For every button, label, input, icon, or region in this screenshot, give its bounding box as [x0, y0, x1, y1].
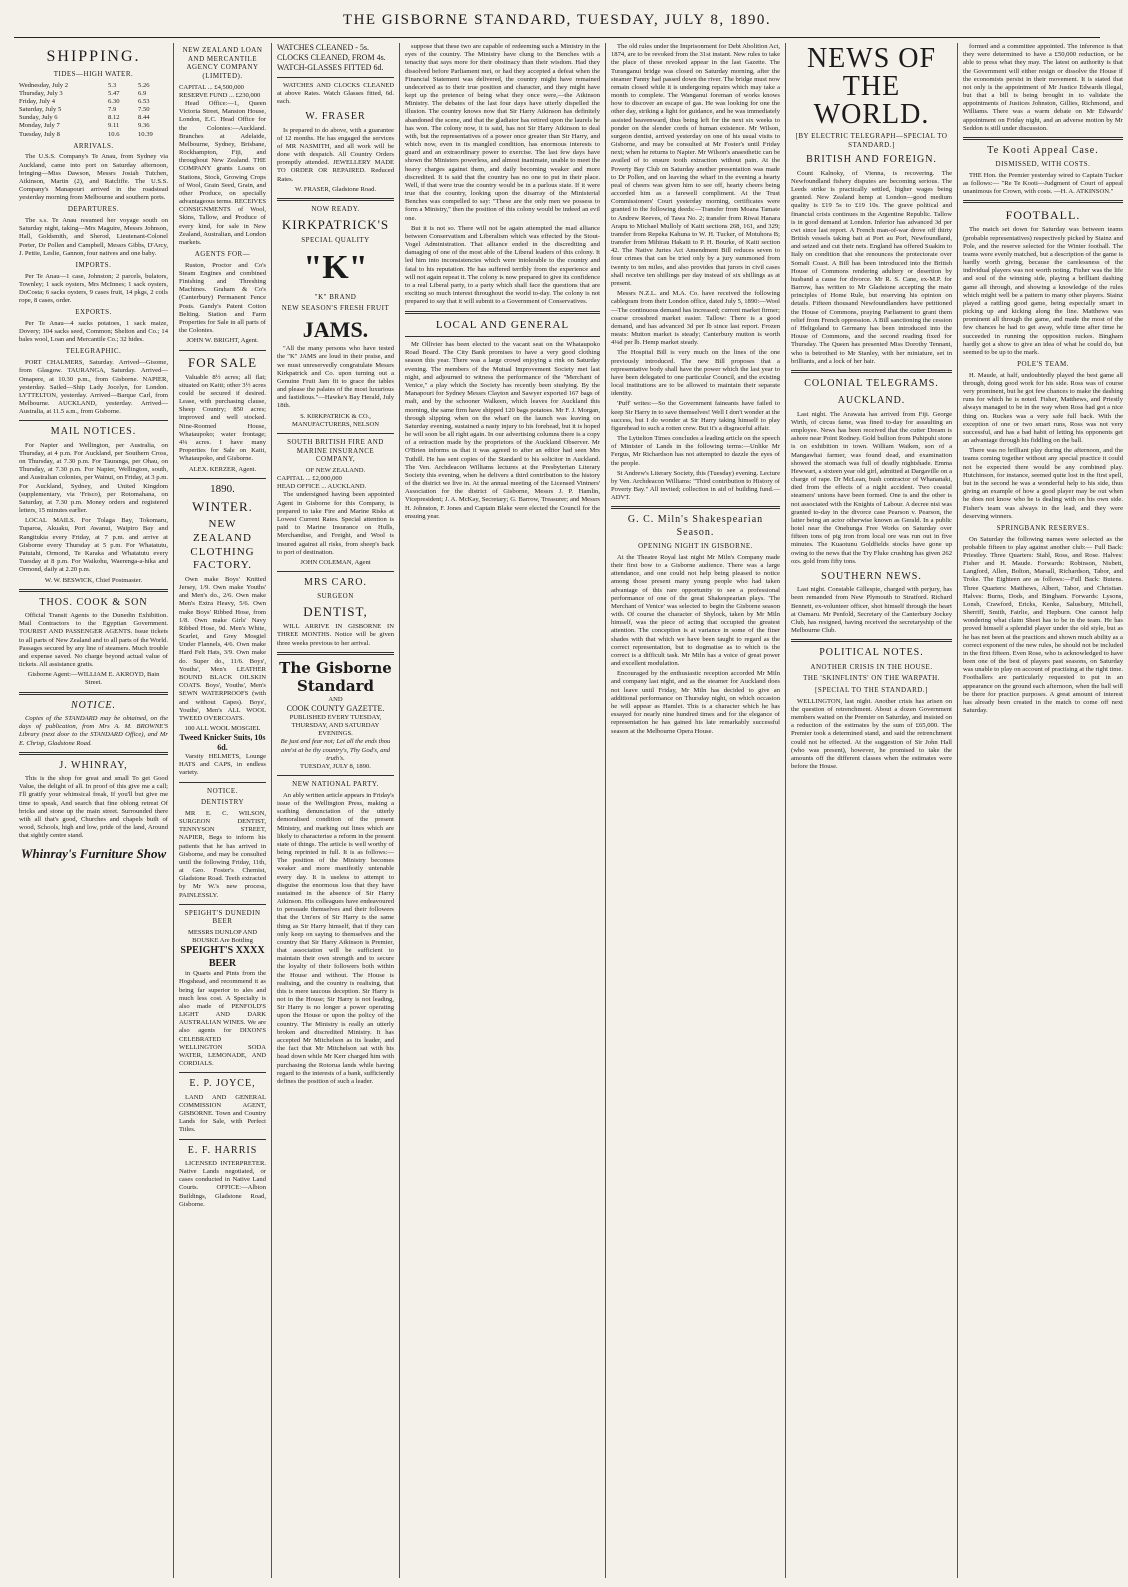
kirkpatrick-jams: JAMS. — [302, 316, 369, 342]
now-ready: NOW READY. — [311, 205, 360, 213]
paper-subtitle: COOK COUNTY GAZETTE. — [286, 704, 385, 714]
sbm-of: OF NEW ZEALAND. — [305, 466, 366, 474]
local-mails-text: LOCAL MAILS. For Tolaga Bay, Tokomaru, Tuparoa, Akuaku, Port Awanui, Waipiro Bay and Rangitukia every Friday, at 7 p.m. and arrive at Gisborne every Thursday at 5 p.m. For Whatatutu, Patutahi, Ormond, Te Karaka and Whatatutu every Tuesday at 8 p.m. For Waikohu, Waerenga-a-hika and Ormond, daily at 2.20 p.m. — [19, 517, 168, 574]
tide-pm: 9.36 — [138, 122, 150, 130]
political-continued: formed and a committee appointed. The inference is that they were determined to have a £50,000 reduction, or be able to press what they may. The latest on authority is that the Government will either resign or dissolve the House if the economists persist in their movement. It is stated that not only is the appointment of Mr Justice Edwards illegal, but that a bill is being brought in to validate the appointments of Justices Johnston, Gillies, Richmond, and Williams. There was a warm debate on Mr Edwards' appointment on Friday night, and an adverse motion by Mr Seddon is still under discussion. — [963, 43, 1123, 132]
mail-text: For Napier and Wellington, per Australia, on Thursday, at 4 p.m. For Auckland, per Southern Cross, on Thursday, at 7.30 p.m. For Tauranga, per Ohau, on Thursday, at 7.30 p.m. For Napier, Wellington, south, and Australian colonies, per Wainui, on Friday, at 3 p.m. For Auckland, Sydney, and United Kingdom (supplementary, via 'Frisco), per Rotomahana, on Saturday, at 7.30 p.m. Money orders and registered letters, 15 minutes earlier. — [19, 441, 168, 515]
political-sub-2: THE 'SKINFLINTS' ON THE WARPATH. — [803, 674, 940, 683]
speight-title: SPEIGHT'S DUNEDIN BEER — [184, 908, 261, 926]
southern-news-title: SOUTHERN NEWS. — [821, 570, 922, 582]
te-kooti-title: Te Kooti Appeal Case. — [987, 144, 1099, 156]
winter-title: WINTER. — [192, 499, 253, 515]
poles-team-text: H. Maude, at half, undoubtedly played the best game all through, doing good work for his side. Ross was of course very prominent, but he got few chances to make the dashing runs for which he is noted. Fisher, Matthews, and Priestly always managed to be in the way when Ross had got a nice thing on. Ruckes was a very safe full back. With the exception of one or two smart runs, Ross was not very successful, and has a bad habit of letting his opponents get an advantage through his fiddling on the ball. — [963, 371, 1123, 445]
divider — [277, 775, 394, 776]
tide-day: Tuesday, July 8 — [19, 130, 60, 138]
tide-pm: 5.26 — [138, 81, 150, 89]
news-of-world-title: NEWS OF THE WORLD. — [806, 43, 937, 130]
column-5 — [606, 43, 786, 1578]
divider — [19, 420, 168, 421]
milns-title: G. C. Miln's Shakespearian Season. — [627, 514, 764, 538]
lyttelton-times: The Lyttelton Times concludes a leading article on the speech of Minister of Lands in the following terms:—Unlike Mr Fergus, Mr Richardson has not attempted to dazzle the eyes of the people. — [611, 435, 780, 467]
column-4 — [400, 43, 606, 1578]
milns-subtitle: OPENING NIGHT IN GISBORNE. — [638, 542, 753, 551]
divider — [277, 652, 394, 655]
imports-title: IMPORTS. — [75, 260, 112, 269]
paper-title: The Gisborne Standard — [279, 658, 392, 696]
divider — [277, 571, 394, 572]
column-7 — [958, 43, 1128, 1578]
spectators-text: There was no brilliant play during the afternoon, and the teams coming together without any special practice it could not be expected there would be any combined play. Hutchinson, for instance, seemed quite lost in the first spell, but in the second he was a wonderful help to his side, thus giving an example of how a good player may be out when he does not know who he is dealing with on his own side. Fisher's team was always in the lead, and they were deserving winners. — [963, 447, 1123, 520]
british-foreign-title: BRITISH AND FOREIGN. — [806, 154, 937, 166]
hats-text: Varsity HELMETS, Lounge HATS and CAPS, in endless variety. — [179, 753, 266, 777]
whinray-footer: Whinray's Furniture Show — [20, 846, 167, 862]
cook-agent: Gisborne Agent:—WILLIAM E. AKROYD, Bain Street. — [27, 671, 160, 687]
telegraphic-title: TELEGRAPHIC. — [65, 347, 122, 356]
football-text: The match set down for Saturday was between teams (probable representatives) respectively picked by Stainz and Pole, and the reserve selected for the Winter football. The teams were evenly matched, but a description of the game is hardly worth giving, because the carelessness of the individual players was not worth noting. Fisher was the life and soul of the winning side, playing a brilliant dashing game all through, and showing a knowledge of the rules which might well be a pattern to many other players. Stainz played a rattling good game, being especially smart in picking up and kicking along the line. Matthews was prominent all through the game, and made the most of the few chances he had to get away, while time after time he succeeded in running the opposition ruckes. Bingham hardly got a show to give an idea of what he could do, but seemed to be up to the mark. — [963, 226, 1123, 356]
watches-line-2: CLOCKS CLEANED, FROM 4s. — [277, 52, 386, 62]
kirkpatrick-title: KIRKPATRICK'S — [281, 216, 390, 232]
political-text: WELLINGTON, last night. Another crisis has arisen on the question of retrenchment. About a dozen Government members waited on the Premier on Saturday, and insisted on a reduction of the estimates by the sum of £65,000. The Premier took a determined stand, and said the retrenchment could not be effected. At the suggestion of Sir John Hall (who was present), however, he promised to take the amounts off the different classes when the estimates were before the House. — [791, 697, 952, 771]
ministry-text: An ably written article appears in Friday's issue of the Wellington Press, making a scathing denunciation of the utterly demoralised condition of the present Ministry, and marking out lines which are likely to characterise a reform in the present state of things. The article is well worthy of being reprinted in full. It is as follows:—The position of the Ministry becomes weaker and more manifestly untenable every day. It is useless to attempt to disguise the enormous loss that they have sustained in the absence of Sir Harry Atkinson. His colleagues have endeavoured to persuade themselves and their followers that the Um'ers of Sir Harry is the same thing as Sir Harry himself, that if they can only keep on saying to themselves and the country that Sir Harry Atkinson is Premier, that association will be sufficient to maintain their own strength and to secure the loyalty of their followers both within the House and without. The House is realising, and the country is realising, that this is mere taucous deception. Sir Harry is not in the House; Sir Harry is not leading, Sir Harry is no longer a power operating upon the House or upon the policy of the country. The Ministry is really an utterly broken and discredited Ministry. It has accepted Mr Mitchelson as its leader, and the fact that Mr Mitchelson sat with his head down while Mr Kerr charged him with purchasing the Rotorua lands while having regard to the interests of a bank, sufficiently defines the position of such a leader. — [277, 791, 394, 1085]
auckland-title: AUCKLAND. — [837, 395, 906, 407]
notice-text: Copies of the STANDARD may be obtained, on the days of publication, from Mrs A. M. BROWNE'S Library (next door to the STANDARD Office), and Mr E. Chrisp, Gladstone Road. — [19, 715, 168, 747]
news-of-world-sub: [BY ELECTRIC TELEGRAPH—SPECIAL TO STANDARD.] — [795, 132, 948, 149]
divider — [405, 336, 600, 337]
departures-title: DEPARTURES. — [67, 205, 120, 214]
ministry-title: NEW NATIONAL PARTY. — [292, 780, 379, 789]
speight-text: in Quarts and Pints from the Hogshead, and recommend it as being far superior to ales and much less cost. A Specialty is also made of PENFOLD'S LIGHT AND DARK AUSTRALIAN WINES. We are also agents for DIXON'S CELEBRATED WELLINGTON SODA WATER, LEMONADE, AND CORDIALS. — [179, 970, 266, 1068]
caro-dentist: DENTIST, — [303, 604, 368, 620]
sbm-title: SOUTH BRITISH FIRE AND MARINE INSURANCE COMPANY, — [287, 437, 384, 464]
kirkpatrick-brand: "K" BRAND — [314, 292, 357, 301]
divider — [179, 904, 266, 905]
puff-letter: 'Puff' writes:—So the Government faineants have failed to keep Sir Harry in to save themselves! Well I don't wonder at the success, but I do wonder at Sir Harry taking himself to play figurehead to such a rotten crew. But it's a disgraceful affair. — [611, 400, 780, 432]
tides-table — [19, 82, 168, 139]
columns — [14, 43, 1123, 1578]
divider — [405, 311, 600, 314]
tide-day: Saturday, July 5 — [19, 106, 62, 114]
harris-title: E. F. HARRIS — [187, 1144, 258, 1156]
watches-line-1: WATCHES CLEANED - 5s. — [277, 43, 369, 52]
political-special: [SPECIAL TO THE STANDARD.] — [815, 686, 928, 695]
exports-text: Per Te Anau—4 sacks potatoes, 1 sack maize, Dovery; 104 sacks seed, Common; Shelton and Co.; 14 bales wool, Loan and Mercantile Co.; 32 hides. — [19, 319, 168, 344]
exports-title: EXPORTS. — [75, 308, 112, 317]
fraser-text: Is prepared to do above, with a guarantee of 12 months. He has engaged the services of MR NASMITH, and all work will be done with despatch. All Country Orders promptly attended. JEWELLERY MADE TO ORDER OR REPAIRED. Reduced Rates. — [277, 126, 394, 183]
divider — [179, 1139, 266, 1140]
te-kooti-sub: DISMISSED, WITH COSTS. — [995, 160, 1091, 169]
joyce-text: LAND AND GENERAL COMMISSION AGENT, GISBORNE. Town and Country Lands for Sale, with Perfect Titles. — [179, 1093, 266, 1134]
winter-year: 1890. — [210, 482, 235, 495]
paper-motto: Be just and fear not; Let all the ends thou aim'st at be thy country's, Thy God's, and truth's. — [280, 738, 391, 762]
whinray-text: This is the shop for great and small To get Good Value, the delight of all. In proof of this give me a call; I'll gratify your whimsical freak, If you'll but give me time to speak, And search that fine oblong retreat Of bricks and stone up the main street. Surrounded there with all that's good, Churches and chapels built of wood, Schools, high and low, pride of the land, Around that sightly centre stand. — [19, 775, 168, 840]
tweed-suits: Tweed Knicker Suits, 10s 6d. — [179, 733, 266, 753]
watches-body: WATCHES AND CLOCKS CLEANED at above Rates. Watch Glasses fitted, 6d. each. — [277, 81, 394, 106]
kerzer-signature: ALEX. KERZER, Agent. — [188, 465, 257, 473]
divider — [179, 782, 266, 783]
divider — [19, 589, 168, 592]
agents-title: AGENTS FOR— — [194, 250, 251, 259]
selected-text: On Saturday the following names were selected as the probable fifteen to play against another club:— Full Back: Priestley. Three Quarters: Stahl, Ross, and Rose. Halves: Fisher and H. Maude. Forwards: Robinson, Nisbett, Langford, Allen, Bolton, Marsall, Richardson, Tabor, and Troke. The Eighteen are as follows:—Full Back: Butens. Three Quarters: Matthews, Albert, Tabor, and Christian. Halves: Burns, Dods, and Bingham. Forwards: Lysons, Lonsh, Crawford, Ericks, Kenke, Salusbury, Mitchell, Sherriff, Smith, Fairlie, and Hepburn. One cannot help wondering what claim Sheet has to be in the team. He has proved himself a splendid player under the old style, but as he has not been at the practices and shown much ability as a correct exponent of the new rules, he should not be included in the first fifteen. Even Rose, who is acknowledged to have been one of the best of players past seasons, on Saturday was unable to play on account of practising at the right time. Footballers are particularly requested to put in an appearance on the ground each afternoon, when the ball will be there for practice purposes. A great amount of interest has already been created in the match to come off next Saturday. — [963, 535, 1123, 715]
paper-date: TUESDAY, JULY 8, 1890. — [300, 763, 371, 770]
divider — [963, 200, 1123, 203]
british-foreign-text: Count Kalnoky, of Vienna, is recovering. The Newfoundland fishery disputes are becoming serious. The Leeds strike is practically settled, higher wages being granted. New Zealand hemp at London—good medium quality is £19 5s to £19 10s. The grave political and financial crisis continues in the Argentine Republic. Tallow is in good demand at London. Inferior has advanced 3d per cwt since last report. A French man-of-war drove off thirty British vessels taking bait at Port au Port, Newfoundland, and seized and cut their nets. England has offered Suakim to Italy on condition that she renounces the protectorate over Somali Coast. A Bill has been introduced into the British House of Commons rendering adultery or desertion by husband a cause for divorce. Mr R. S. Cane, ex-M.P. for Barrow, has written to Mr Gladstone accepting the main principles of Home Rule, but reserving his opinion on details. Fifteen thousand Newfoundlanders have petitioned the House of Commons, praying Parliament to grant them relief from French oppression. A Bill sanctioning the cession of Heligoland to Germany has been introduced into the House of Commons, and the second reading fixed for Thursday. The Queen has presented Miss Dorothy Tennant, who is betrothed to Mr Stanley, with her miniature, set in brilliants, and a lock of her hair. — [791, 169, 952, 365]
political-sub: ANOTHER CRISIS IN THE HOUSE. — [810, 662, 933, 671]
tide-am: 9.11 — [108, 122, 120, 130]
harris-text: LICENSED INTERPRETER. Native Lands negotiated, or cases conducted in Native Land Courts. OFFICE:—Albion Buildings, Gladstone Road, Gisborne. — [179, 1159, 266, 1208]
local-continued: The old rules under the Imprisonment for Debt Abolition Act, 1874, are to be revoked from the 31st instant. New rules to take the place of these revoked appear in the last Gazette. The Turanganui bridge was closed on Saturday morning, after the steamer Fanny had passed down the river. The bridge must now remain closed while it is undergoing repairs which may take a month to complete. The Wanganui foreman of works knows how to discover an escape of gas. He was looking for one the other day, striking a light for guidance, and he was immediately assisted heavenward, thus being left for the next six weeks to ponder on the slender cords of human existence. Mr Wilson, surgeon dentist, arrived yesterday on one of his usual visits to Gisborne, and may be consulted at Mr Foster's until Friday next; when he returns to Napier. Mr Wilson's anaesthetic can be availed of to ensure tooth extraction without pain. At the Poverty Bay Club on Saturday another presentation was made to Dr Pollen, and on leaving the wharf in the evening a hearty peal of cheers was given him to see off, hearty cheers being accorded him as a farewell compliment. At the Trust Commissioners' Court yesterday morning, certificates were granted to the following deeds:—Transfer from Moana Tamate to Andrew Reeves, of Tawa No. 2; transfer from Riwai Hanara Arapu to Michael Mulloly of Kaiti sections 268, 161, and 329; transfer from Repeka Kahuna to W. H. Tucker, of Motuhora B; transfer from Mihirau Hakaiti to P. H. Bourke, of Kaiti section 42. The Native Juries Act Amendment Bill reduces seven to four crimes that can be tried only by a jury summoned from twenty to ten miles, and also provides that jurors in civil cases shall receive ten shillings per day instead of six shillings as at present. — [611, 43, 780, 287]
divider — [611, 506, 780, 509]
coleman-signature: JOHN COLEMAN, Agent — [300, 558, 371, 566]
notice-title: NOTICE. — [70, 699, 117, 711]
dentistry-title: DENTISTRY — [201, 798, 244, 807]
tide-pm: 6.53 — [138, 97, 150, 105]
tide-am: 8.12 — [108, 114, 120, 122]
caro-title: MRS CARO. — [304, 577, 367, 589]
fraser-address: W. FRASER, Gladstone Road. — [294, 185, 377, 193]
column-6 — [786, 43, 958, 1578]
column-2 — [174, 43, 272, 1578]
nzloan-reserve: RESERVE FUND ... £230,000 — [179, 91, 261, 99]
column-3 — [272, 43, 400, 1578]
watches-line-3: WATCH-GLASSES FITTED 6d. — [277, 62, 384, 72]
departures-text: The s.s. Te Anau resumed her voyage south on Saturday night, taking—Mrs Maguire, Messrs Johnson, Hall, Goldsmith, and Sherod, Lieutenant-Colonel Porter, Dr Pollen and Campbell, Messrs Gibbs, D'Arcy, J. Pettie, Leslie, Gannon, four natives and one baby. — [19, 217, 168, 257]
milns-text-2: Encouraged by the enthusiastic reception accorded Mr Miln and company last night, and as the steamer for Auckland does not leave until Friday, Mr Miln has decided to give an additional performance on Thursday night, on which occasion he will appear as Hamlet. This is a character which he has essayed for nearly nine hundred times and for the elegance of representation he has gained his late remarkably successful season at the Melbourne Opera House. — [611, 670, 780, 735]
divider — [179, 478, 266, 479]
mail-notices-title: MAIL NOTICES. — [50, 426, 137, 438]
tide-day: Wednesday, July 2 — [19, 81, 69, 89]
te-kooti-text: THE Hon. the Premier yesterday wired to Captain Tucker as follows:— "Re Te Kooti—Judgment of Court of appeal unanimous for Crown, with costs. —H. A. ATKINSON." — [963, 171, 1123, 196]
st-andrews-notice: St Andrew's Literary Society, this (Tuesday) evening. Lecture by Ven. Archdeacon Williams: "Third contribution to History of Poverty Bay." All invited; collection in aid of building fund.—ADVT. — [611, 469, 780, 502]
tide-pm: 7.50 — [138, 106, 150, 114]
local-general-text: Mr Ollivier has been elected to the vacant seat on the Whataupoko Road Board. The City Bank promises to have a very good clothing season this year. There was a large crowd enjoying a rink on Saturday evening. The members of the Mutual Improvement Society met last night, and adjourned to witness the performance of the "Merchant of Venice," a play which the Society has recently been studying. By the Manapouri for Sydney Messrs Clayton and Sawyer exported 167 bags of malt, and by the schooner Walkeen, which leaves for Auckland this morning, the same firm have shipped 120 bags potatoes. Mr F. J. Morgan, through slipping when on the wharf on the launch was leaving on Saturday evening, sustained a nasty injury to his forehead, but it is hoped he will soon be all right again. In our advertising columns there is a copy of a retraction made by the proprietors of the Auckland Observer. Mr O'Brien informs us that it was agreed to after an editor had seen Mrs Tuthill. He has sent copies of the Standard to his solicitor in Auckland. The Ven. Archdeacon Williams lectures at the Presbyterian Literary Society this evening, when he delivers a third contribution to the history of the district we live in. At the annual meeting of the Licensed Vintners' Association for the district of Gisborne, Messrs J. P. Hamlin, Vicepresident; J. A. McKay, Secretary; G. Barrow, Treasurer; and Messrs H. Johnston, F. Jones and Captain Blake were elected the Council for the ensuing year. — [405, 341, 600, 520]
clothing-factory-title: NEW ZEALAND CLOTHING FACTORY. — [190, 518, 255, 572]
divider — [19, 692, 168, 695]
tide-am: 5.3 — [108, 81, 117, 89]
speight-big: SPEIGHT'S XXXX BEER — [180, 945, 265, 969]
imports-text: Per Te Anau—1 case, Johnston; 2 parcels, bulators, Townley; 1 sack oysters, Mrs McInnes; 1 sack oysters, DoCosta; 6 sacks oysters, 9 cases fruit, 14 pkgs, 2 coils rope, 8 cases, order. — [19, 272, 168, 305]
selected-title: SPRINGBANK RESERVES. — [996, 523, 1090, 532]
divider — [791, 639, 952, 642]
tide-am: 7.9 — [108, 106, 117, 114]
sbm-text: The undersigned having been appointed Agent in Gisborne for this Company, is prepared to take Fire and Marine Risks at Lowest Current Rates. Special attention is paid to Marine Insurance on Hulls, Merchandise, and Freight, and Wool is insured against all risks, from sheep's back to port of destination. — [277, 491, 394, 556]
telegraphic-text: PORT CHALMERS, Saturday. Arrived—Gisome, from Glasgow. TAURANGA, Saturday. Arrived—Omapere, at 10.30 p.m., from Gisborne. NAPIER, yesterday. Sailed—Ship Lady Jocelyn, for London. LYTTELTON, yesterday. Arrived—Barque Carl, from Melbourne. AUCKLAND, yesterday. Arrived—Australia, at 11.5 a.m., from Gisborne. — [19, 359, 168, 416]
mosgiel-label: 100 ALL WOOL MOSGIEL — [184, 725, 261, 733]
sbm-capital: CAPITAL ... £2,000,000 — [277, 475, 342, 483]
tide-day: Friday, July 4 — [19, 97, 56, 105]
tide-day: Thursday, July 3 — [19, 89, 63, 97]
wilson-text: MR E. C. WILSON, SURGEON DENTIST, TENNYSON STREET, NAPIER, Begs to inform his patients that he has arrived in Gisborne, and may be consulted until the following Friday, 11th, at Geo. Foster's Chemist, Gladstone Road. Teeth extracted by Mr W.'s new process, PAINLESSLY. — [179, 809, 266, 899]
wool-cablegram: Messrs N.Z.L. and M.A. Co. have received the following cablegram from their London office, dated July 5, 1890:—Wool—The continuous demand has increased; current market firmer; coarse crossbred market easier. Tallow: There is a good demand, and has advanced 3d per lb since last report. Frozen meats: Mutton market is steady; Canterbury mutton is worth 4¼d per lb. Hemp market steady. — [611, 290, 780, 347]
tide-am: 10.6 — [108, 130, 120, 138]
hospital-bill: The Hospital Bill is very much on the lines of the one previously introduced. The new Bill proposes that a representative body shall have the power which the last year to have been delegated to one particular Council, and the existing local institutions are to be allowed to maintain their separate identity. — [611, 349, 780, 398]
paper-published: PUBLISHED EVERY TUESDAY, THURSDAY, AND SATURDAY EVENINGS. — [289, 713, 382, 738]
ministry-continued: suppose that these two are capable of redeeming such a Ministry in the eyes of the country. The Ministry have clung to the Benches with a tenacity that says more for their obstinacy than their wisdom. Had they dissolved before Parliament met, or had they accepted a defeat when the Financial Statement was delivered, the country might have remained undeceived as to their true position and character, and they might have kept up the pretence of being what they once were,—the Atkinson Ministry. The debates of the last four days have utterly dispelled the illusion. The country knows now that Sir Harry Atkinson has definitely abandoned the scene, and that the gladiator has retired upon the laurels he has won. The colony now, it is said, has not Sir Harry Atkinson to deal with, but the representatives of a power once greater than Sir Harry, and which now, even in its mangled condition, has enormous interests to guard and an extraordinary power to exercise. The last few days have shown the Ministers powerless, and almost inanimate, unable to meet the heavy charges against them, and daily becoming weaker and more discredited. It is said that the country has no one to put in their place. Well, if that were true the country would be in a parlous state. If it were true that the country, looking upon the disarray of the Ministerial Benches was compelled to say: "These are the only men we possess to form a Ministry," then the position of this colony would be indeed an evil one. — [405, 43, 600, 222]
postmaster: W. W. BESWICK, Chief Postmaster. — [44, 576, 143, 584]
notice2-title: NOTICE. — [207, 786, 238, 795]
kirkpatrick-quote: "All the many persons who have tested the "K" JAMS are loud in their praise, and we must unreservedly congratulate Messrs Kirkpatrick and Co. upon turning out a Genuine Fruit Jam fit to grace the tables and please the palates of the most luxurious and fastidious."—Hawke's Bay Herald, July 18th. — [277, 345, 394, 410]
kirkpatrick-k: "K" — [303, 249, 368, 287]
caro-sub: SURGEON — [317, 592, 354, 601]
caro-text: WILL ARRIVE IN GISBORNE IN THREE MONTHS. Notice will be given three weeks previous to her arrival. — [277, 623, 394, 647]
shipping-heading: SHIPPING. — [46, 48, 141, 65]
clothing-items: Own make Boys' Knitted Jersey, 1/9. Own make Youths' and Men's do., 2/6. Own make Men's Extra Heavy, 5/6. Own make Boys' Ribbed Hose, from 1/8. Own make Girls' Navy Ribbed Hose, 9d. Men's White, Scarlet, and Grey Mosgiel Under Flannels, 4/6. Own make Hard Felt Hats, 3/9. Own make do. Super do., 11/6. Boys', Youths', Men's LEATHER BOUND BLACK OILSKIN COATS. Boys', Youths', Men's SEWN WATERPROOFS (with and without Capes). Boys', Youths', Men's ALL WOOL TWEED OVERCOATS. — [179, 575, 266, 722]
divider — [277, 77, 394, 78]
forsale-title: FOR SALE — [187, 354, 258, 370]
paper-and: AND — [328, 695, 343, 703]
masthead: THE GISBORNE STANDARD, TUESDAY, JULY 8, 1890. — [14, 12, 1100, 38]
arrivals-title: ARRIVALS. — [73, 141, 114, 150]
tide-pm: 10.39 — [138, 130, 153, 138]
kirkpatrick-co: S. KIRKPATRICK & CO., — [300, 412, 371, 420]
nzloan-title: NEW ZEALAND LOAN AND MERCANTILE AGENCY COMPANY (LIMITED). — [182, 46, 263, 81]
tide-am: 5.47 — [108, 89, 120, 97]
whinray-title: J. WHINRAY, — [59, 759, 128, 771]
divider — [179, 350, 266, 351]
ministry-continued-2: But it is not so. There will not be again attempted the mad alliance between Conservatism and Liberalism which was effected by the Stout-Vogel Administration. That alliance ended in the discrediting and damaging of one of the most able of the Liberal leaders of this colony. It led him into inconsistencies which were intolerable to the country and fatal to his reputation. He has suffered terribly from the experience and will not again repeat it. The colony is now prepared to give its confidence to a real Liberal party, to a party which shall face the questions that are exciting so much interest throughout the world to-day. The colony is not prepared to say that it will submit to a Government of Conservatives. — [405, 224, 600, 306]
divider — [19, 752, 168, 755]
tide-day: Sunday, July 6 — [19, 114, 58, 122]
kirkpatrick-special: SPECIAL QUALITY — [301, 235, 370, 244]
local-general-title: LOCAL AND GENERAL — [435, 318, 570, 331]
colonial-telegrams-title: COLONIAL TELEGRAMS. — [804, 377, 939, 389]
column-1 — [14, 43, 174, 1578]
tides-title: TIDES—HIGH WATER. — [53, 69, 134, 78]
divider — [791, 370, 952, 373]
agents-text: Ruston, Proctor and Co's Steam Engines and combined Finishing and Threshing Machines. Graham & Co's (Canterbury) Permanent Fence Posts. Gandy's Patent Cotton Belting. Station and Farm Properties for Sale in all parts of the Colonies. — [179, 261, 266, 335]
auckland-text: Last night. The Arawata has arrived from Fiji. George Wirth, of circus fame, was fined to-day for assaulting an employee. News has been received that the cutter Dream is ashore near Point Rodney. Gold bullion from Puhipuhi stone is on exhibition in town. William Waiken, son of a Mangawhai farmer, was found dead, and examination showed the stomach was full of deadly nightshade. Emma Hewwart, a sixteen year old girl, admitted at Dargaville on a charge of rape. Dr McLean, bush contractor of Whananaki, died from the effects of a night accident. Two coastal steamers' unions have been formed. One is and the other is not associated with the Knights of Labour. A decree nisi was granted to-day in the divorce case Pearson v. Pearson, the latter being an actor otherwise known as Gerald. In a public hotel near the Onehunga Free Works on Saturday over fifteen tons of pig iron from local ore was run out in five minutes. The Kuaotunu Goldfields stocks have gone up owing to the news that the Try Fluke crushing has given 262 ozs. gold from fifty tons. — [791, 410, 952, 565]
joyce-title: E. P. JOYCE, — [189, 1078, 256, 1090]
kirkpatrick-season: NEW SEASON'S FRESH FRUIT — [281, 304, 390, 313]
cook-text: Official Transit Agents to the Dunedin Exhibition. Mail Contractors to the Egyptian Government. TOURIST AND PASSENGER AGENTS. Issue tickets to all parts of New Zealand and to all parts of the World. Passages secured by any line of steamers. Much trouble and expense saved. No charge beyond actual value of tickets. All assistance gratis. — [19, 612, 168, 669]
tide-pm: 6.9 — [138, 89, 147, 97]
milns-text: At the Theatre Royal last night Mr Miln's Company made their first bow to a Gisborne audience. There was a large attendance, and one could not help being pleased to notice among those present many young people who had taken advantage of this rare opportunity to see a professional performance of one of the great Shakespearian plays. 'The Merchant of Venice' was selected to begin the Gisborne season with. Of course the character of Shylock, taken by Mr Miln himself, was the piece of acting that occupied the greatest attention. The conception is at variance in some of the finer shades with that which we have been taught to regard as the correct representation, but to dogmatise as to which is the correct is a difficult task. Mr Miln has a voice of great power and excellent modulation. — [611, 553, 780, 668]
bright-signature: JOHN W. BRIGHT, Agent. — [186, 337, 259, 345]
nzloan-capital: CAPITAL ... £4,500,000 — [179, 83, 244, 91]
divider — [963, 137, 1123, 140]
tide-am: 6.30 — [108, 97, 120, 105]
poles-team-title: POLE'S TEAM. — [1017, 360, 1069, 369]
tide-pm: 8.44 — [138, 114, 150, 122]
divider — [179, 1072, 266, 1073]
divider — [277, 198, 394, 201]
tide-day: Monday, July 7 — [19, 122, 60, 130]
forsale-text: Valuable 8½ acres; all flat; situated on Kaiti; other 3½ acres could be secured if desired. Lease, with purchasing clause, Sheep Country; 850 acres; improved and well stocked. Nine-Roomed House, Whataupoko; water frontage; 4¼ acres. I have many Properties for Sale on Kaiti, Whataupoko, and Gisborne. — [179, 373, 266, 463]
speight-sub: MESSRS DUNLOP AND BOUSKE Are Bottling — [187, 929, 257, 945]
divider — [277, 433, 394, 434]
political-notes-title: POLITICAL NOTES. — [819, 647, 924, 659]
sbm-head-office: HEAD OFFICE ... AUCKLAND. — [277, 483, 367, 491]
arrivals-text: The U.S.S. Company's Te Anau, from Sydney via Auckland, came into port on Saturday afternoon, bringing—Miss Dawson, Messrs Josiah Tutchen, Atkinson, Martin (2), and Ratcliffe. The U.S.S. Company's Manapouri arrived in the roadstead yesterday morning from Melbourne and southern ports. — [19, 153, 168, 202]
cook-title: THOS. COOK & SON — [39, 596, 148, 608]
southern-news-text: Last night. Constable Gillespie, charged with perjury, has been remanded from New Plymouth to Stratford. Richard Bennett, ex-volunteer officer, shot himself through the heart at Oamaru. Mr Penfold, Secretary of the Canterbury Jockey Club, has resigned, having received the secretaryship of the Melbourne Club. — [791, 586, 952, 635]
nzloan-text: Head Office:—1, Queen Victoria Street, Mansion House, London, E.C. Head Office for the Colonies:—Auckland. Branches at Adelaide, Melbourne, Sydney, Brisbane, Rockhampton, Fiji, and throughout New Zealand. THE COMPANY grants Loans on Stations, Stock, Growing Crops of Wool, Grain Seed, Grain, and other Produce, on specially advantageous terms. RECEIVES CONSIGNMENTS of Wool, Skins, Tallow, and Produce of every kind, for sale in New Zealand, Australian, and London markets. — [179, 100, 266, 246]
kirkpatrick-mfr: MANUFACTURERS, NELSON — [291, 420, 380, 428]
fraser-title: W. FRASER — [305, 111, 366, 123]
football-title: FOOTBALL. — [1005, 208, 1081, 223]
